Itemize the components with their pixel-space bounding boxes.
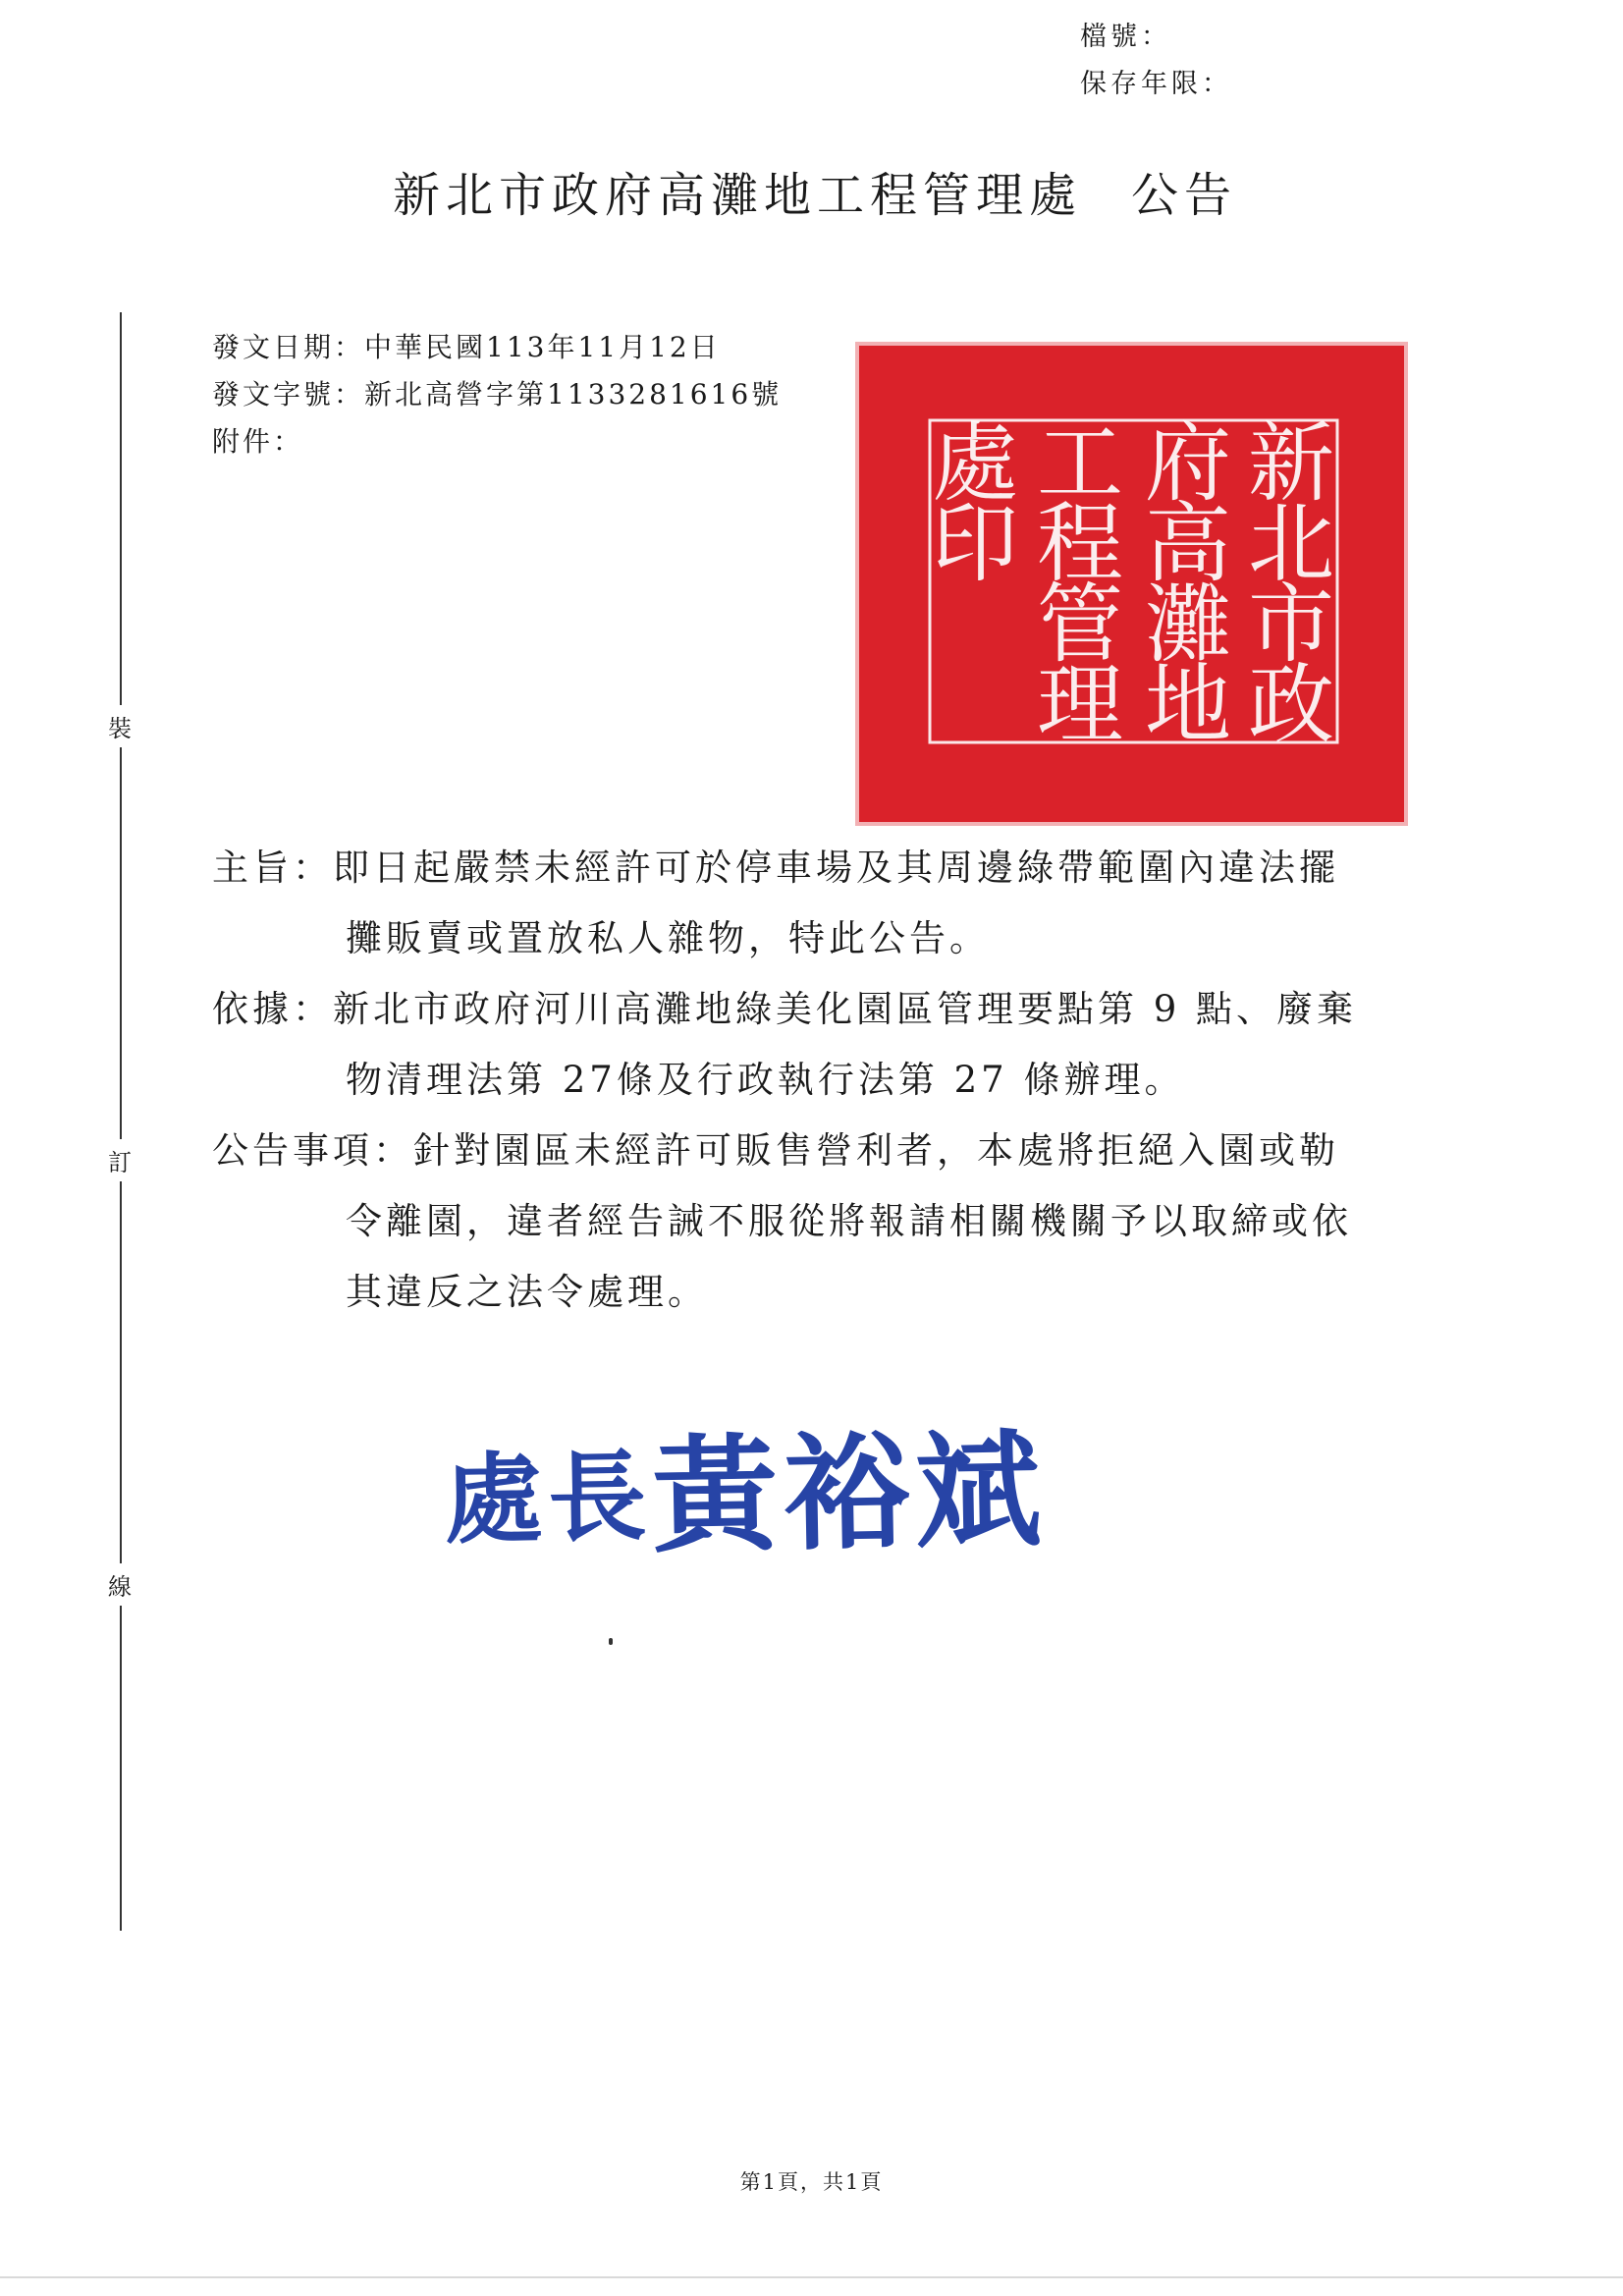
official-seal — [859, 346, 1404, 822]
notice-body — [212, 833, 1469, 1328]
document-title — [393, 157, 1237, 225]
seal-glyph: 理 — [1036, 654, 1124, 755]
reference-number — [212, 371, 782, 418]
notice-items-label: 公告事項： — [212, 1129, 413, 1172]
seal-glyph: 處 — [931, 412, 1019, 514]
seal-glyph: 管 — [1036, 574, 1124, 675]
file-number-label: 檔號： — [1080, 22, 1171, 52]
binding-char-xian: 線 — [106, 1563, 134, 1606]
reference-number-value: 新北高營字第1133281616號 — [364, 378, 783, 410]
director-signature — [442, 1390, 1048, 1581]
signature-title: 處長 — [443, 1438, 654, 1558]
attachment — [212, 418, 782, 465]
subject-label: 主旨： — [212, 847, 333, 889]
document-meta — [212, 324, 782, 465]
subject-section — [212, 833, 1469, 974]
basis-label: 依據： — [212, 988, 333, 1030]
seal-glyph: 地 — [1144, 654, 1232, 755]
basis-line-1: 新北市政府河川高灘地綠美化園區管理要點第 9 點、廢棄 — [333, 988, 1358, 1030]
issue-date-label: 發文日期： — [212, 331, 365, 363]
issue-date-value: 中華民國113年11月12日 — [364, 331, 721, 363]
signature-name: 黃裕斌 — [650, 1416, 1049, 1571]
document-type: 公告 — [1131, 168, 1238, 223]
official-seal-graphic — [859, 346, 1404, 822]
subject-line-1: 即日起嚴禁未經許可於停車場及其周邊綠帶範圍內違法擺 — [333, 847, 1339, 889]
notice-items-line-2: 令離園，違者經告誡不服從將報請相關機關予以取締或依 — [346, 1200, 1352, 1242]
notice-items-line-1: 針對園區未經許可販售營利者，本處將拒絕入園或勒 — [413, 1129, 1339, 1172]
attachment-label: 附件： — [212, 425, 304, 458]
seal-glyph: 程 — [1036, 493, 1124, 594]
basis-line-2: 物清理法第 27條及行政執行法第 27 條辦理。 — [346, 1059, 1185, 1101]
agency-name: 新北市政府高灘地工程管理處 — [393, 168, 1083, 223]
seal-glyph: 高 — [1144, 493, 1232, 594]
seal-glyph: 工 — [1036, 412, 1124, 514]
stray-mark — [609, 1638, 613, 1645]
page-bottom-edge — [0, 2276, 1623, 2278]
notice-items-line-3: 其違反之法令處理。 — [346, 1271, 708, 1313]
seal-glyph: 市 — [1247, 574, 1335, 675]
binding-char-zhuang: 裝 — [106, 705, 134, 747]
seal-glyph: 新 — [1247, 412, 1335, 514]
seal-glyph: 府 — [1144, 412, 1232, 514]
seal-glyph: 灘 — [1144, 574, 1232, 675]
retention-period-label: 保存年限： — [1080, 69, 1232, 99]
binding-margin-line — [120, 312, 122, 1931]
file-info — [1080, 14, 1232, 108]
page-number: 第1頁，共1頁 — [739, 2170, 884, 2194]
basis-section — [212, 974, 1469, 1116]
reference-number-label: 發文字號： — [212, 378, 365, 410]
seal-glyph: 印 — [931, 493, 1019, 594]
binding-char-ding: 訂 — [106, 1139, 134, 1181]
issue-date — [212, 324, 782, 371]
notice-items-section — [212, 1116, 1469, 1328]
seal-glyph: 政 — [1247, 654, 1335, 755]
seal-glyph: 北 — [1247, 493, 1335, 594]
subject-line-2: 攤販賣或置放私人雜物，特此公告。 — [346, 917, 990, 959]
